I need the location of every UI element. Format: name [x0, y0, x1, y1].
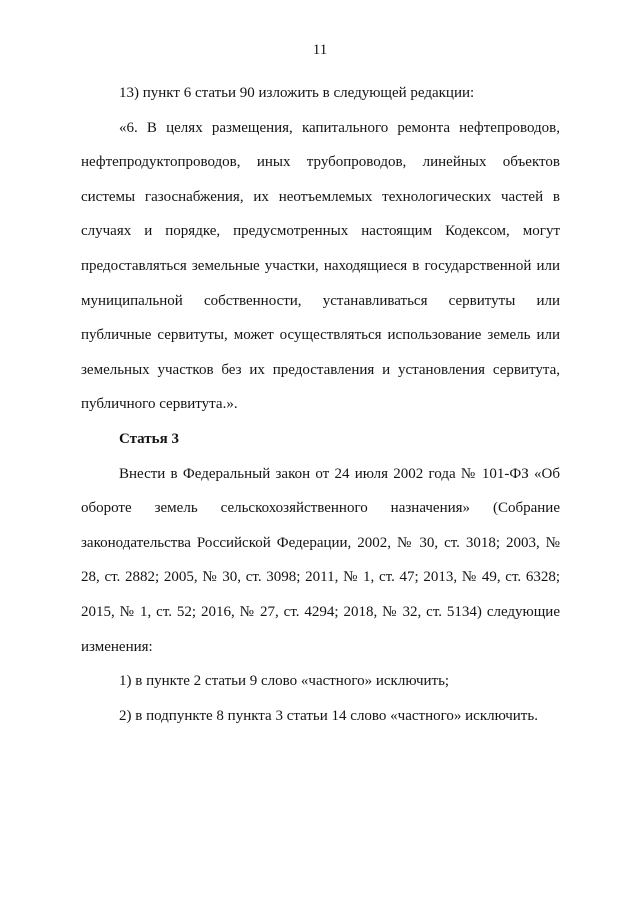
- document-body: [81, 76, 560, 733]
- change-item-2: 2) в подпункте 8 пункта 3 статьи 14 слово «частного» исключить.: [119, 707, 538, 724]
- page-number: 11: [312, 42, 328, 58]
- change-item-1: 1) в пункте 2 статьи 9 слово «частного» исключить;: [119, 673, 450, 690]
- amendment-item-13: 13) пункт 6 статьи 90 изложить в следующей редакции:: [119, 85, 475, 101]
- article-heading: Статья 3: [119, 430, 179, 447]
- amendment-quote-paragraph: «6. В целях размещения, капитального ремонта нефтепроводов, нефтепродуктопроводов, иных трубопроводов, линейных объектов системы газоснабжения, их неотъемлемых технологических частей в случаях и порядке, предусмотренных настоящим Кодексом, могут предоставляться земельные участки, находящиеся в государственной или муниципальной собственности, устанавливаться сервитуты или публичные сервитуты, может осуществляться использование земель или земельных участков без их предоставления и установления сервитута, публичного сервитута.».: [81, 119, 560, 413]
- article-intro-paragraph: Внести в Федеральный закон от 24 июля 2002 года № 101-ФЗ «Об обороте земель сельскохозяйственного назначения» (Собрание законодательства Российской Федерации, 2002, № 30, ст. 3018; 2003, № 28, ст. 2882; 2005, № 30, ст. 3098; 2011, № 1, ст. 47; 2013, № 49, ст. 6328; 2015, № 1, ст. 52; 2016, № 27, ст. 4294; 2018, № 32, ст. 5134) следующие изменения:: [81, 465, 560, 655]
